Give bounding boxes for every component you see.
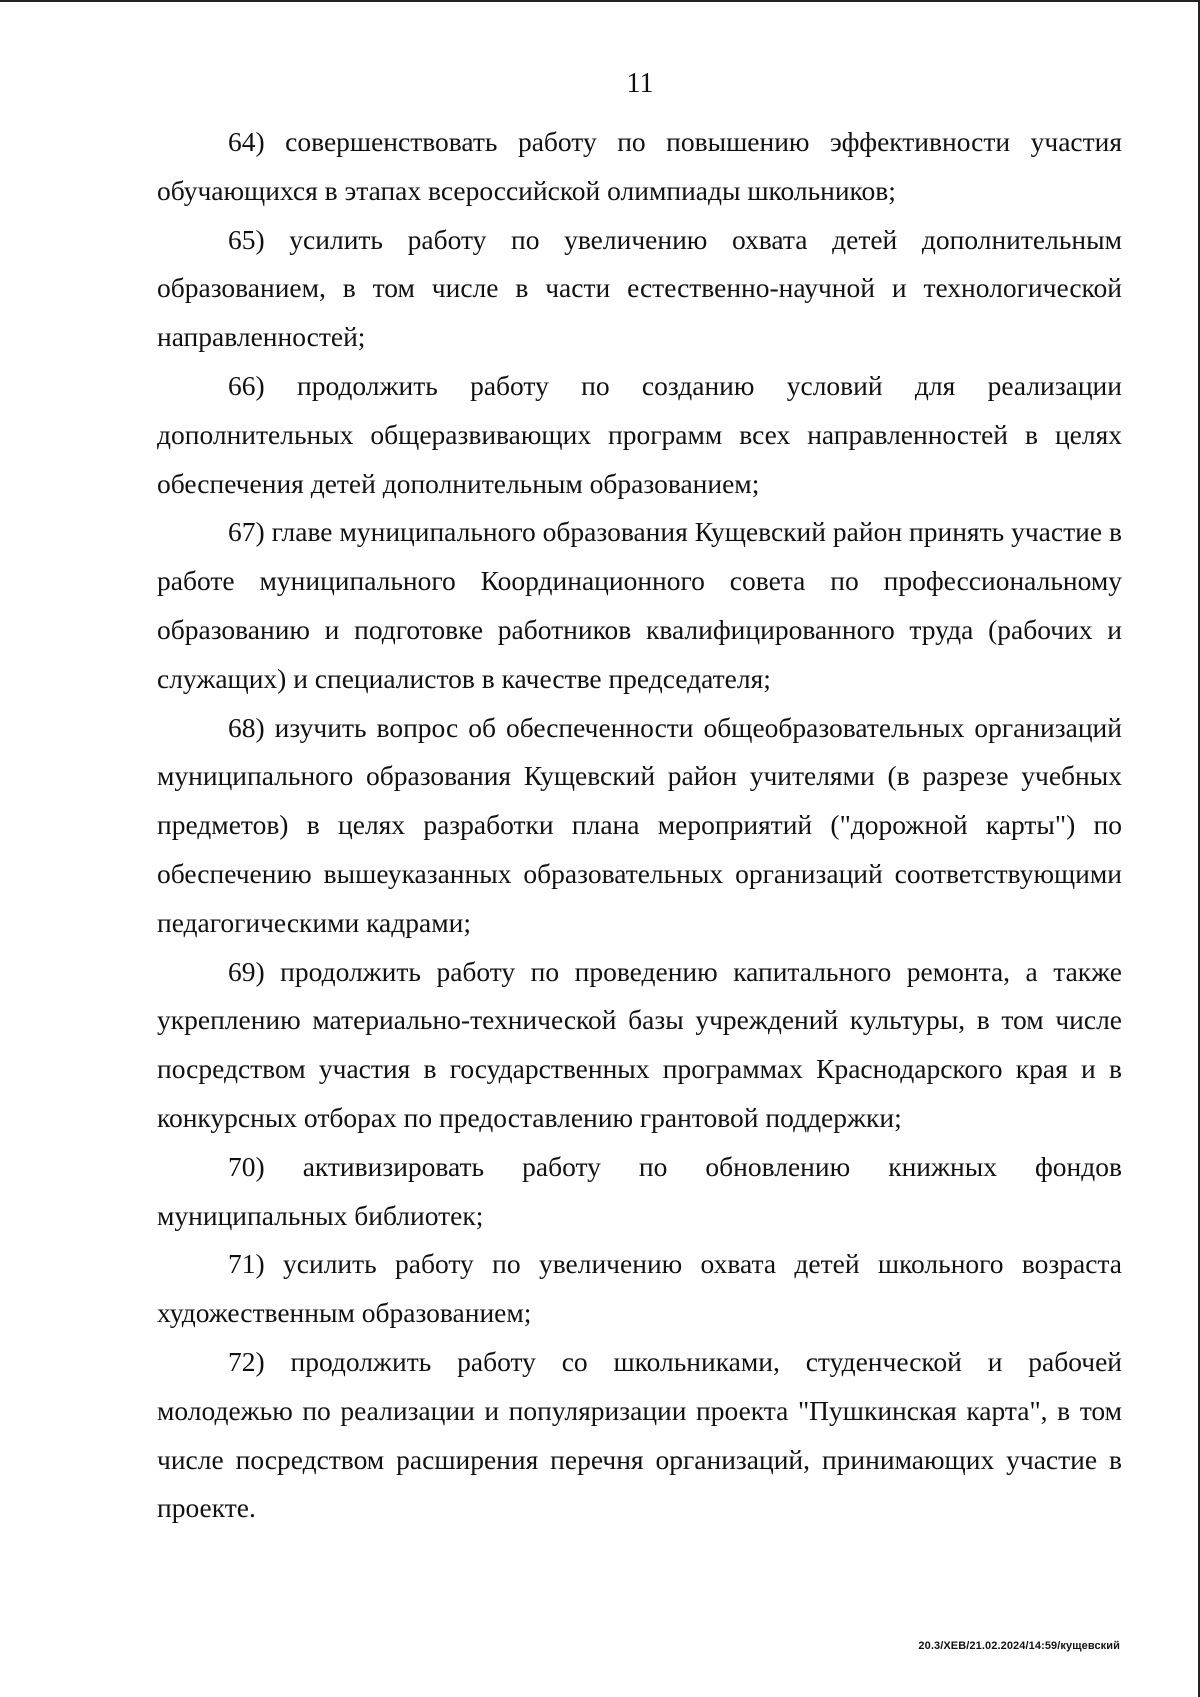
list-item-71: 71) усилить работу по увеличению охвата детей школьного возраста художественным образованием;: [157, 1248, 1122, 1329]
registration-stamp: 20.3/ХЕВ/21.02.2024/14:59/кущевский: [918, 1640, 1120, 1652]
list-item-64: 64) совершенствовать работу по повышению эффективности участия обучающихся в этапах всероссийской олимпиады школьников;: [157, 126, 1122, 206]
list-item-67: 67) главе муниципального образования Кущевский район принять участие в работе муниципального Координационного совета по профессиональному образованию и подготовке работников квалифицированного труда (рабочих и служащих) и специалистов в качестве председателя;: [157, 516, 1122, 694]
list-item-70: 70) активизировать работу по обновлению книжных фондов муниципальных библиотек;: [157, 1150, 1122, 1231]
list-item-69: 69) продолжить работу по проведению капитального ремонта, а также укреплению материально-технической базы учреждений культуры, в том числе посредством участия в государственных программах Краснодарского края и в конкурсных отборах по предоставлению грантовой поддержки;: [157, 955, 1122, 1133]
list-item-65: 65) усилить работу по увеличению охвата детей дополнительным образованием, в том числе в части естественно-научной и технологической направленностей;: [157, 223, 1122, 353]
list-item-68: 68) изучить вопрос об обеспеченности общеобразовательных организаций муниципального образования Кущевский район учителями (в разрезе учебных предметов) в целях разработки плана мероприятий ("дорожной карты") по обеспечению вышеуказанных образовательных организаций соответствующими педагогическими кадрами;: [157, 711, 1122, 938]
page-number: 11: [626, 68, 654, 99]
document-body: [157, 118, 1122, 1533]
list-item-72: 72) продолжить работу со школьниками, студенческой и рабочей молодежью по реализации и популяризации проекта "Пушкинская карта", в том числе посредством расширения перечня организаций, принимающих участие в проекте.: [157, 1345, 1122, 1524]
list-item-66: 66) продолжить работу по созданию условий для реализации дополнительных общеразвивающих программ всех направленностей в целях обеспечения детей дополнительным образованием;: [157, 369, 1122, 499]
